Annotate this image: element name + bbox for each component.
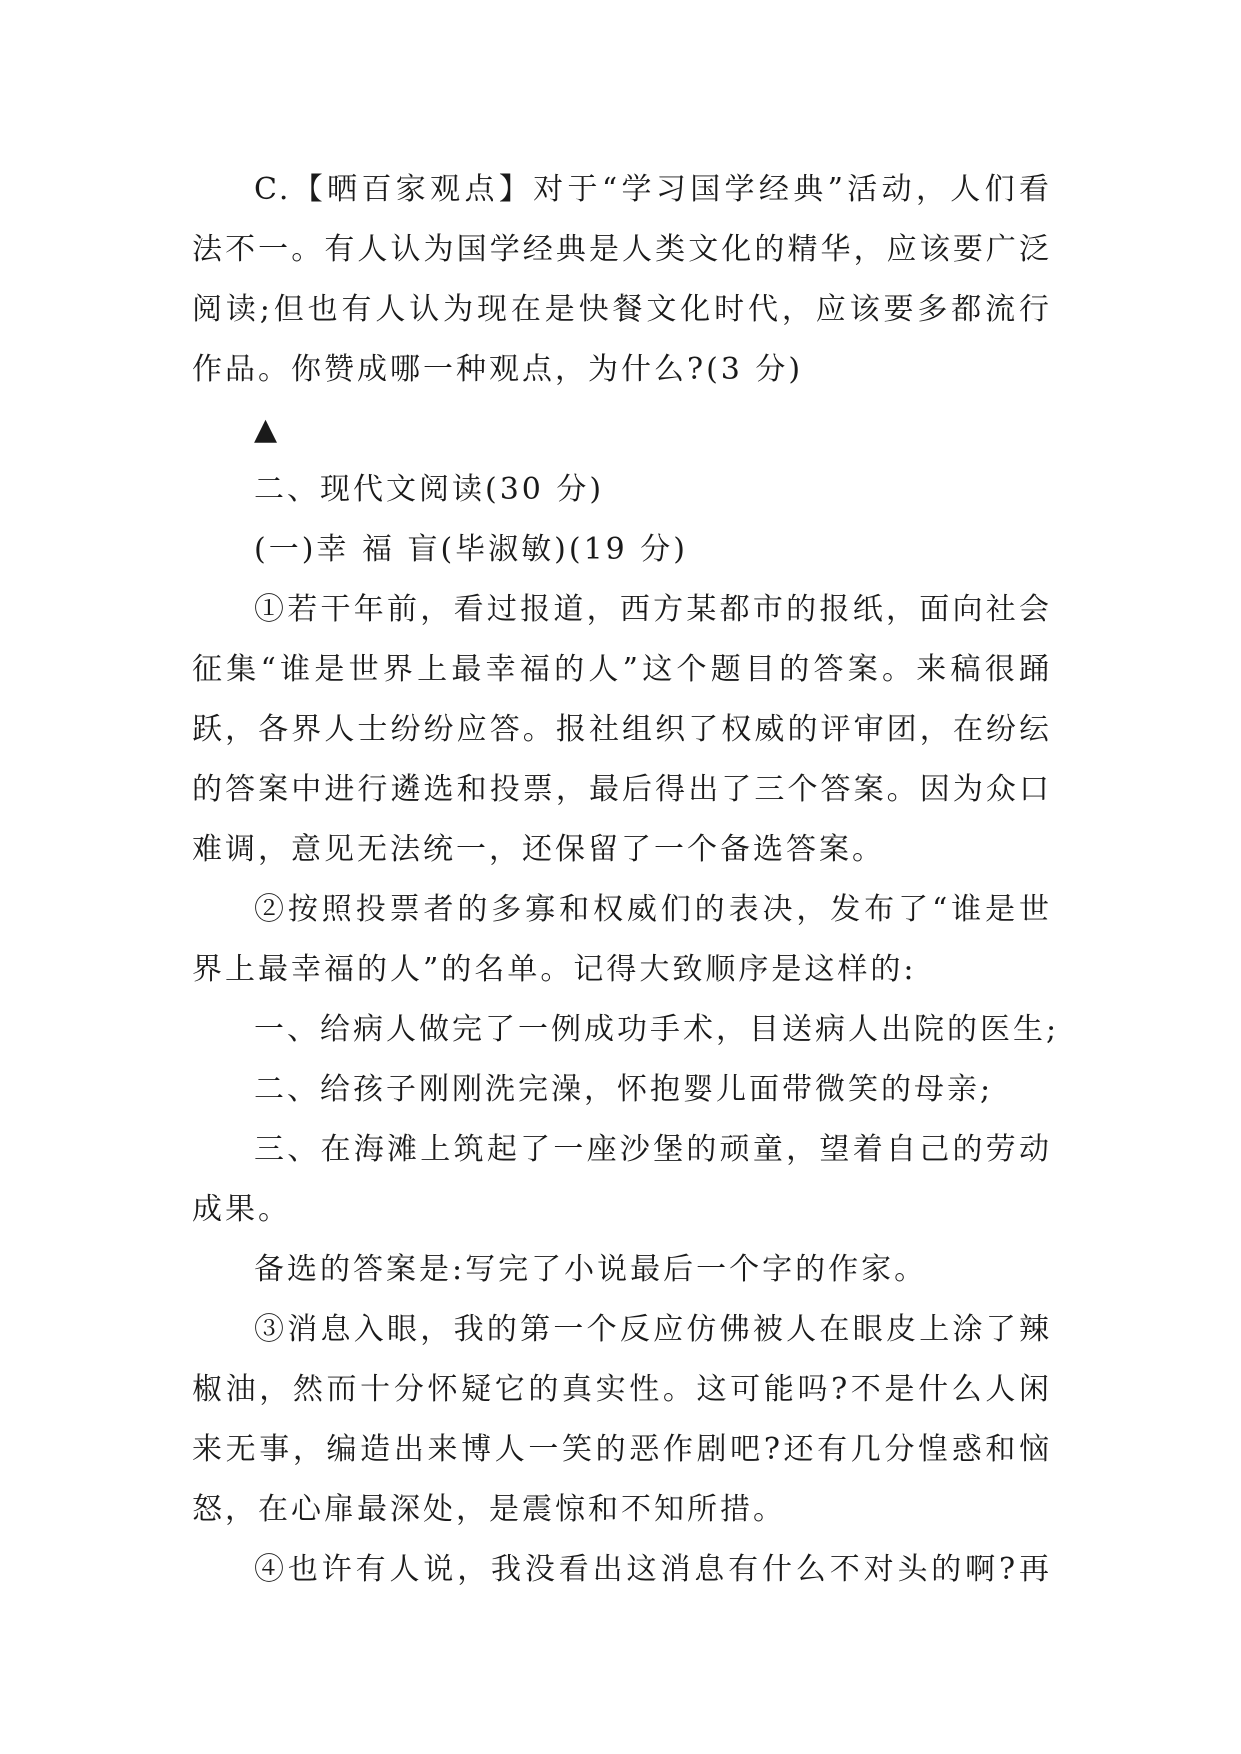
paragraph-1-line-2: 征集“谁是世界上最幸福的人”这个题目的答案。来稿很踊 <box>192 652 1052 687</box>
article-title: (一)幸 福 盲(毕淑敏)(19 分) <box>254 532 689 567</box>
list-item-3-line-1: 三、在海滩上筑起了一座沙堡的顽童，望着自己的劳动 <box>254 1132 1052 1167</box>
paragraph-3-line-3: 来无事，编造出来博人一笑的恶作剧吧?还有几分惶惑和恼 <box>192 1432 1052 1467</box>
section-heading: 二、现代文阅读(30 分) <box>254 472 605 507</box>
list-item-1: 一、给病人做完了一例成功手术，目送病人出院的医生; <box>254 1012 1060 1047</box>
list-item-2: 二、给孩子刚刚洗完澡，怀抱婴儿面带微笑的母亲; <box>254 1072 994 1107</box>
document-page <box>192 160 1060 1600</box>
paragraph-2-line-2: 界上最幸福的人”的名单。记得大致顺序是这样的: <box>192 952 917 987</box>
question-c-line-1: C.【晒百家观点】对于“学习国学经典”活动，人们看 <box>254 172 1052 207</box>
question-c-line-3: 阅读;但也有人认为现在是快餐文化时代，应该要多都流行 <box>192 292 1052 327</box>
question-c-line-2: 法不一。有人认为国学经典是人类文化的精华，应该要广泛 <box>192 232 1052 267</box>
paragraph-1-line-5: 难调，意见无法统一，还保留了一个备选答案。 <box>192 832 885 867</box>
paragraph-1-line-1: ①若干年前，看过报道，西方某都市的报纸，面向社会 <box>254 592 1052 627</box>
paragraph-3-line-1: ③消息入眼，我的第一个反应仿佛被人在眼皮上涂了辣 <box>254 1312 1052 1347</box>
answer-placeholder-triangle: ▲ <box>254 412 281 447</box>
alternate-answer: 备选的答案是:写完了小说最后一个字的作家。 <box>254 1252 928 1287</box>
paragraph-1-line-4: 的答案中进行遴选和投票，最后得出了三个答案。因为众口 <box>192 772 1052 807</box>
question-c-line-4: 作品。你赞成哪一种观点，为什么?(3 分) <box>192 352 804 387</box>
paragraph-4-line-1: ④也许有人说，我没看出这消息有什么不对头的啊?再 <box>254 1552 1052 1587</box>
list-item-3-line-2: 成果。 <box>192 1192 291 1227</box>
paragraph-3-line-2: 椒油，然而十分怀疑它的真实性。这可能吗?不是什么人闲 <box>192 1372 1052 1407</box>
paragraph-2-line-1: ②按照投票者的多寡和权威们的表决，发布了“谁是世 <box>254 892 1052 927</box>
paragraph-1-line-3: 跃，各界人士纷纷应答。报社组织了权威的评审团，在纷纭 <box>192 712 1052 747</box>
paragraph-3-line-4: 怒，在心扉最深处，是震惊和不知所措。 <box>192 1492 786 1527</box>
